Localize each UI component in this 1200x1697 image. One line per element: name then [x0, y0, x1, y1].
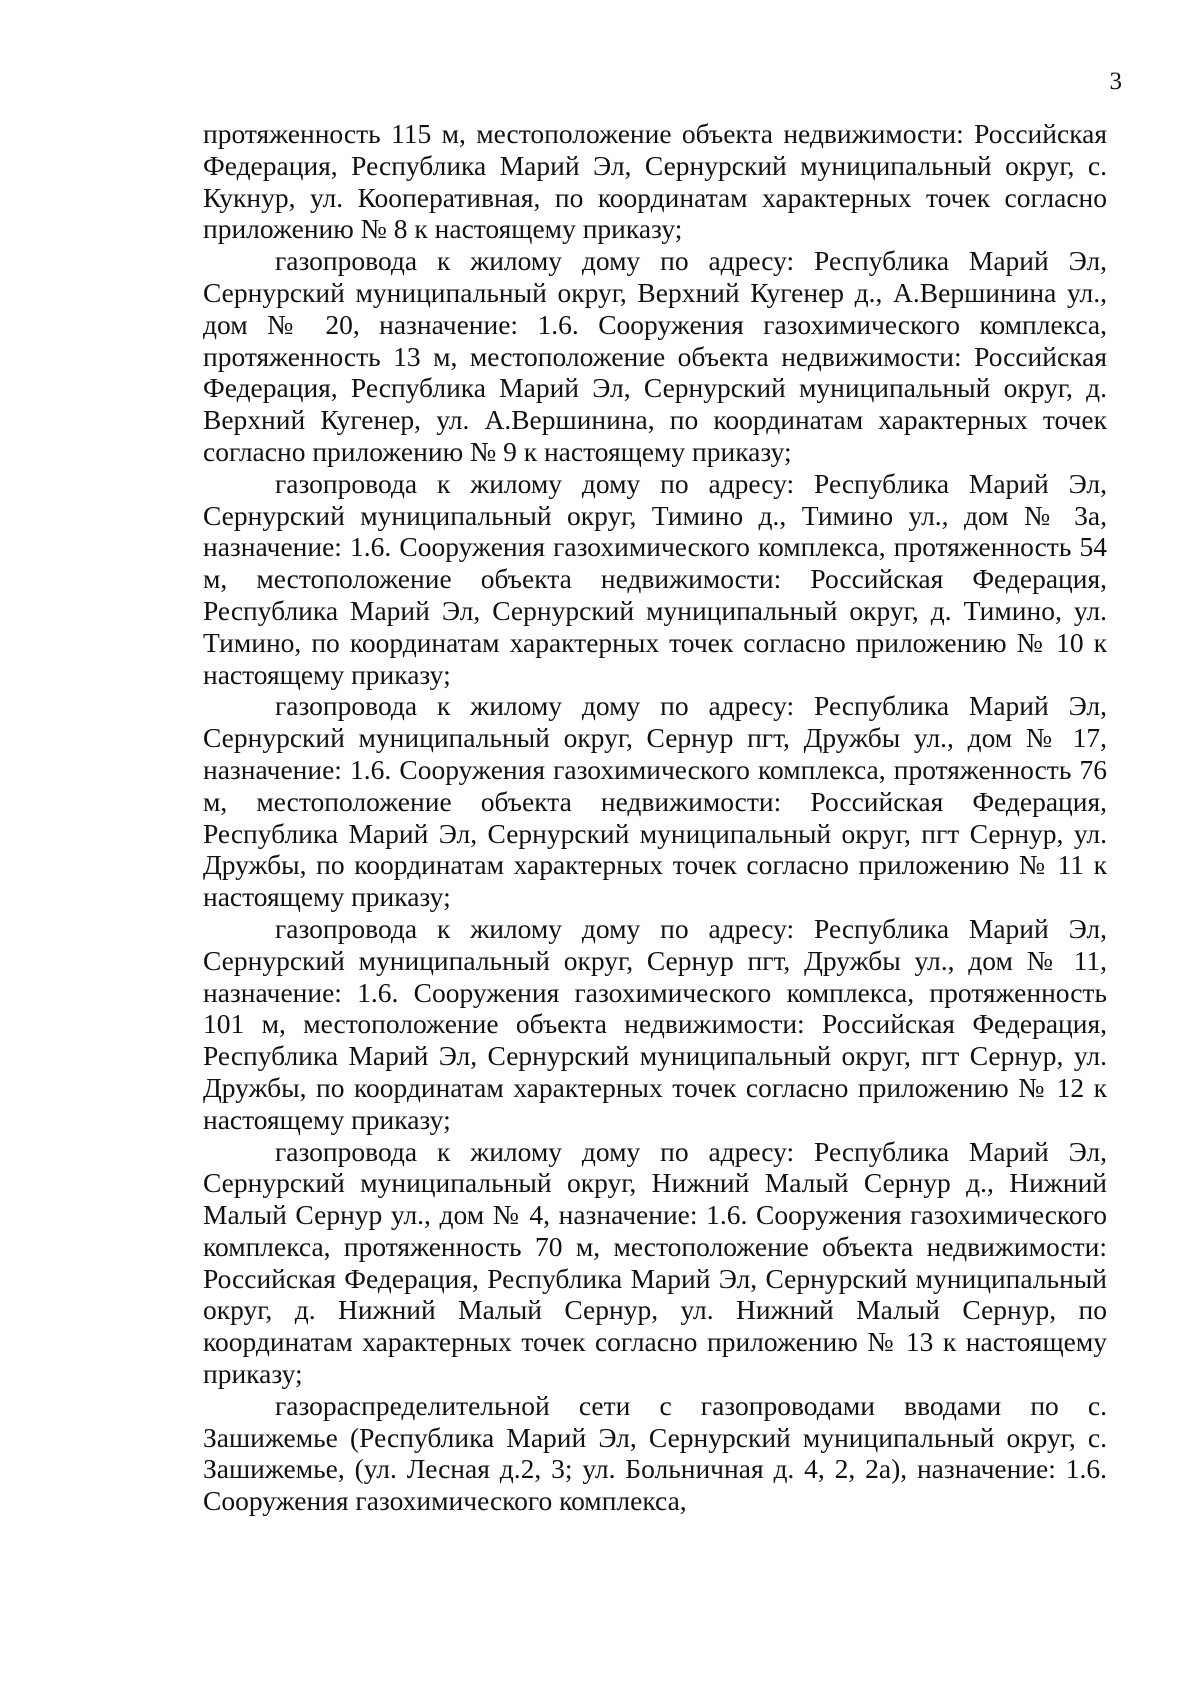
document-body	[203, 118, 1107, 1517]
page-number: 3	[1109, 68, 1122, 95]
paragraph-3: газопровода к жилому дому по адресу: Республика Марий Эл, Сернурский муниципальный округ, Тимино д., Тимино ул., дом № 3а, назначение: 1.6. Сооружения газохимического комплекса, протяженность 54 м, местоположение объекта недвижимости: Российская Федерация, Республика Марий Эл, Сернурский муниципальный округ, д. Тимино, ул. Тимино, по координатам характерных точек согласно приложению № 10 к настоящему приказу;	[203, 467, 1107, 690]
paragraph-4: газопровода к жилому дому по адресу: Республика Марий Эл, Сернурский муниципальный округ, Сернур пгт, Дружбы ул., дом № 17, назначение: 1.6. Сооружения газохимического комплекса, протяженность 76 м, местоположение объекта недвижимости: Российская Федерация, Республика Марий Эл, Сернурский муниципальный округ, пгт Сернур, ул. Дружбы, по координатам характерных точек согласно приложению № 11 к настоящему приказу;	[203, 690, 1107, 913]
paragraph-6: газопровода к жилому дому по адресу: Республика Марий Эл, Сернурский муниципальный округ, Нижний Малый Сернур д., Нижний Малый Сернур ул., дом № 4, назначение: 1.6. Сооружения газохимического комплекса, протяженность 70 м, местоположение объекта недвижимости: Российская Федерация, Республика Марий Эл, Сернурский муниципальный округ, д. Нижний Малый Сернур, ул. Нижний Малый Сернур, по координатам характерных точек согласно приложению № 13 к настоящему приказу;	[203, 1135, 1107, 1390]
paragraph-1: протяженность 115 м, местоположение объекта недвижимости: Российская Федерация, Республика Марий Эл, Сернурский муниципальный округ, с. Кукнур, ул. Кооперативная, по координатам характерных точек согласно приложению № 8 к настоящему приказу;	[203, 118, 1107, 245]
paragraph-7: газораспределительной сети с газопроводами вводами по с. Зашижемье (Республика Марий Эл, Сернурский муниципальный округ, с. Зашижемье, (ул. Лесная д.2, 3; ул. Больничная д. 4, 2, 2а), назначение: 1.6. Сооружения газохимического комплекса,	[203, 1389, 1107, 1517]
paragraph-5: газопровода к жилому дому по адресу: Республика Марий Эл, Сернурский муниципальный округ, Сернур пгт, Дружбы ул., дом № 11, назначение: 1.6. Сооружения газохимического комплекса, протяженность 101 м, местоположение объекта недвижимости: Российская Федерация, Республика Марий Эл, Сернурский муниципальный округ, пгт Сернур, ул. Дружбы, по координатам характерных точек согласно приложению № 12 к настоящему приказу;	[203, 912, 1107, 1135]
paragraph-2: газопровода к жилому дому по адресу: Республика Марий Эл, Сернурский муниципальный округ, Верхний Кугенер д., А.Вершинина ул., дом № 20, назначение: 1.6. Сооружения газохимического комплекса, протяженность 13 м, местоположение объекта недвижимости: Российская Федерация, Республика Марий Эл, Сернурский муниципальный округ, д. Верхний Кугенер, ул. А.Вершинина, по координатам характерных точек согласно приложению № 9 к настоящему приказу;	[203, 245, 1107, 467]
